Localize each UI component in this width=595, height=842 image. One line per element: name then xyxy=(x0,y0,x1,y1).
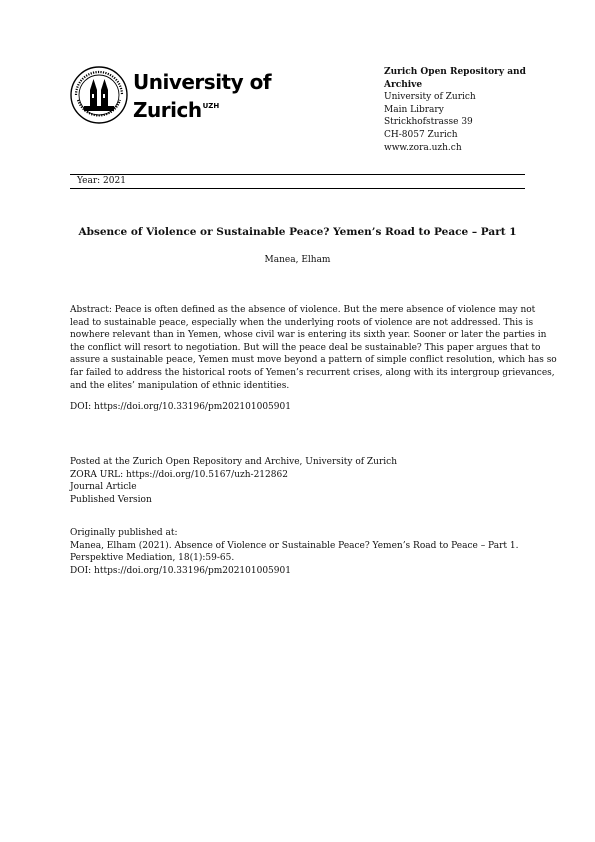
orig-line: Manea, Elham (2021). Absence of Violence or Sustainable Peace? Yemen’s Road to Peace – Part 1. xyxy=(70,540,519,551)
posted-line: Journal Article xyxy=(70,482,137,493)
abstract-line: nowhere relevant than in Yemen, whose civil war is entering its sixth year. Sooner or later the parties in xyxy=(70,330,547,341)
posted-info xyxy=(70,456,525,506)
original-publication xyxy=(70,527,525,577)
repo-name-line1: Zurich Open Repository and xyxy=(384,67,526,77)
wordmark-line2: Zurich xyxy=(133,98,202,122)
paper-author: Manea, Elham xyxy=(264,255,331,265)
repo-name-line2: Archive xyxy=(384,79,423,90)
repo-line: Strickhofstrasse 39 xyxy=(384,117,473,128)
repo-url[interactable]: www.zora.uzh.ch xyxy=(384,142,462,153)
repo-line: CH-8057 Zurich xyxy=(384,129,458,140)
divider-top xyxy=(70,174,525,175)
orig-doi[interactable]: DOI: https://doi.org/10.33196/pm202101005901 xyxy=(70,565,291,576)
abstract xyxy=(70,304,557,392)
paper-title: Absence of Violence or Sustainable Peace? Yemen’s Road to Peace – Part 1 xyxy=(78,226,517,238)
divider-bottom xyxy=(70,188,525,189)
university-wordmark xyxy=(133,70,271,122)
doi-line[interactable]: DOI: https://doi.org/10.33196/pm202101005901 xyxy=(70,402,291,412)
orig-line: Originally published at: xyxy=(70,528,178,538)
wordmark-sup: UZH xyxy=(202,102,220,110)
abstract-line: Abstract: Peace is often defined as the absence of violence. But the mere absence of violence may not xyxy=(70,305,536,315)
abstract-line: far failed to address the historical roots of Yemen’s recurrent crises, along with its intergroup grievances, xyxy=(70,367,555,378)
abstract-line: and the elites’ manipulation of ethnic identities. xyxy=(70,380,290,391)
wordmark-line1: University of xyxy=(133,70,272,94)
year-label: Year: 2021 xyxy=(77,176,126,186)
abstract-line: assure a sustainable peace, Yemen must move beyond a pattern of simple conflict resolution, which has so xyxy=(70,355,557,366)
repo-line: Main Library xyxy=(384,104,444,115)
repo-line: University of Zurich xyxy=(384,92,476,103)
posted-line: Posted at the Zurich Open Repository and Archive, University of Zurich xyxy=(70,457,397,467)
posted-line: Published Version xyxy=(70,494,152,505)
seal-icon xyxy=(71,67,127,123)
zora-url[interactable]: ZORA URL: https://doi.org/10.5167/uzh-212862 xyxy=(70,469,288,480)
repository-address xyxy=(384,66,544,154)
abstract-line: the conflict will resort to negotiation. But will the peace deal be sustainable? This paper argues that to xyxy=(70,342,541,353)
orig-line: Perspektive Mediation, 18(1):59-65. xyxy=(70,553,235,564)
abstract-line: lead to sustainable peace, especially when the underlying roots of violence are not addressed. This is xyxy=(70,317,534,328)
